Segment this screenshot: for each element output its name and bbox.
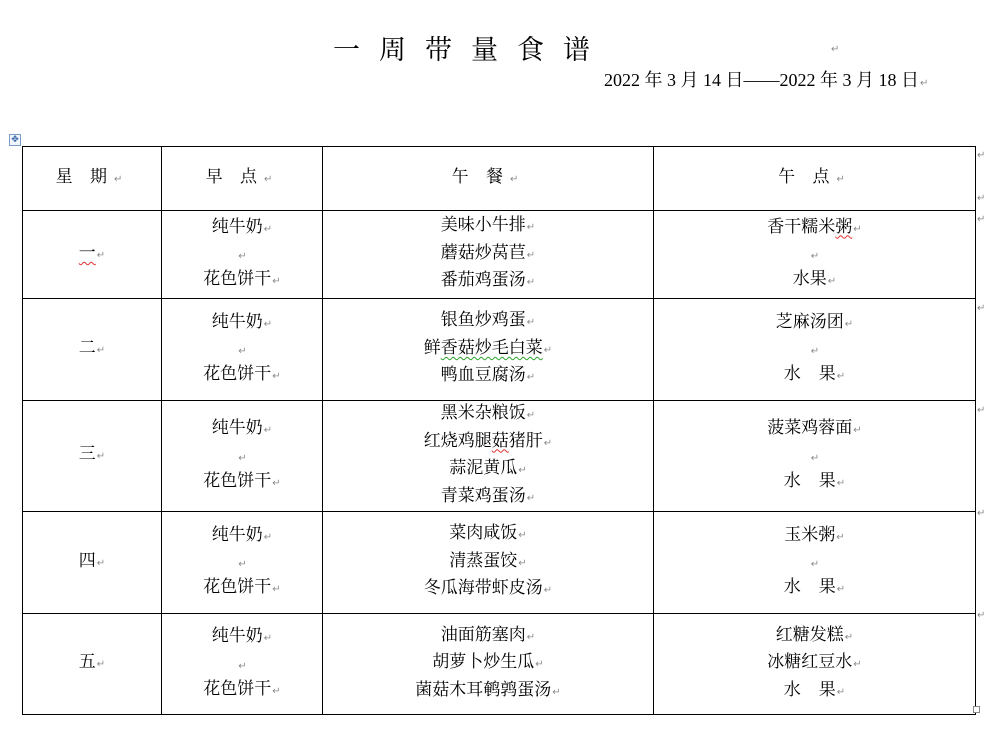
breakfast-cell: 纯牛奶↵ ↵ 花色饼干↵ [162, 211, 323, 299]
paragraph-mark-icon: ↵ [920, 78, 929, 89]
header-breakfast: 早 点↵ [162, 147, 323, 211]
end-of-row-icon: ↵ [977, 150, 986, 161]
document-title: 一周带量食谱 [333, 35, 609, 66]
snack-cell: 玉米粥↵ ↵ 水果↵ [654, 512, 976, 614]
table-row [23, 299, 976, 401]
snack-cell: 菠菜鸡蓉面↵ ↵ 水果↵ [654, 401, 976, 512]
table-resize-handle-icon[interactable] [973, 706, 980, 713]
lunch-cell: 美味小牛排↵ 蘑菇炒莴苣↵ 番茄鸡蛋汤↵ [323, 211, 654, 299]
lunch-cell: 菜肉咸饭↵ 清蒸蛋饺↵ 冬瓜海带虾皮汤↵ [323, 512, 654, 614]
end-of-row-icon: ↵ [977, 193, 986, 204]
end-of-row-icon: ↵ [977, 214, 986, 225]
breakfast-cell: 纯牛奶↵ ↵ 花色饼干↵ [162, 512, 323, 614]
lunch-cell: 黑米杂粮饭↵ 红烧鸡腿菇猪肝↵ 蒜泥黄瓜↵ 青菜鸡蛋汤↵ [323, 401, 654, 512]
breakfast-cell: 纯牛奶↵ ↵ 花色饼干↵ [162, 614, 323, 715]
header-lunch: 午 餐↵ [323, 147, 654, 211]
end-of-row-icon: ↵ [977, 303, 986, 314]
end-of-row-icon: ↵ [977, 405, 986, 416]
header-snack: 午 点↵ [654, 147, 976, 211]
day-cell: 三↵ [23, 401, 162, 512]
lunch-cell: 油面筋塞肉↵ 胡萝卜炒生瓜↵ 菌菇木耳鹌鹑蛋汤↵ [323, 614, 654, 715]
snack-cell: 芝麻汤团↵ ↵ 水果↵ [654, 299, 976, 401]
snack-cell: 红糖发糕↵ 冰糖红豆水↵ 水果↵ [654, 614, 976, 715]
table-row [23, 401, 976, 512]
breakfast-cell: 纯牛奶↵ ↵ 花色饼干↵ [162, 401, 323, 512]
breakfast-cell: 纯牛奶↵ ↵ 花色饼干↵ [162, 299, 323, 401]
date-range [604, 66, 928, 92]
lunch-cell: 银鱼炒鸡蛋↵ 鲜香菇炒毛白菜↵ 鸭血豆腐汤↵ [323, 299, 654, 401]
table-row [23, 211, 976, 299]
snack-cell: 香干糯米粥↵ ↵ 水果↵ [654, 211, 976, 299]
end-of-row-icon: ↵ [977, 508, 986, 519]
table-row [23, 614, 976, 715]
paragraph-mark-icon: ↵ [831, 44, 840, 55]
table-row [23, 512, 976, 614]
header-day: 星 期↵ [23, 147, 162, 211]
date-range-text: 2022 年 3 月 14 日——2022 年 3 月 18 日 [604, 70, 919, 90]
table-move-handle-icon[interactable]: ✥ [9, 134, 21, 146]
table-header-row [23, 147, 976, 211]
day-cell: 四↵ [23, 512, 162, 614]
end-of-row-icon: ↵ [977, 610, 986, 621]
weekly-menu-table [22, 146, 976, 715]
day-cell: 一↵ [23, 211, 162, 299]
day-cell: 五↵ [23, 614, 162, 715]
day-cell: 二↵ [23, 299, 162, 401]
